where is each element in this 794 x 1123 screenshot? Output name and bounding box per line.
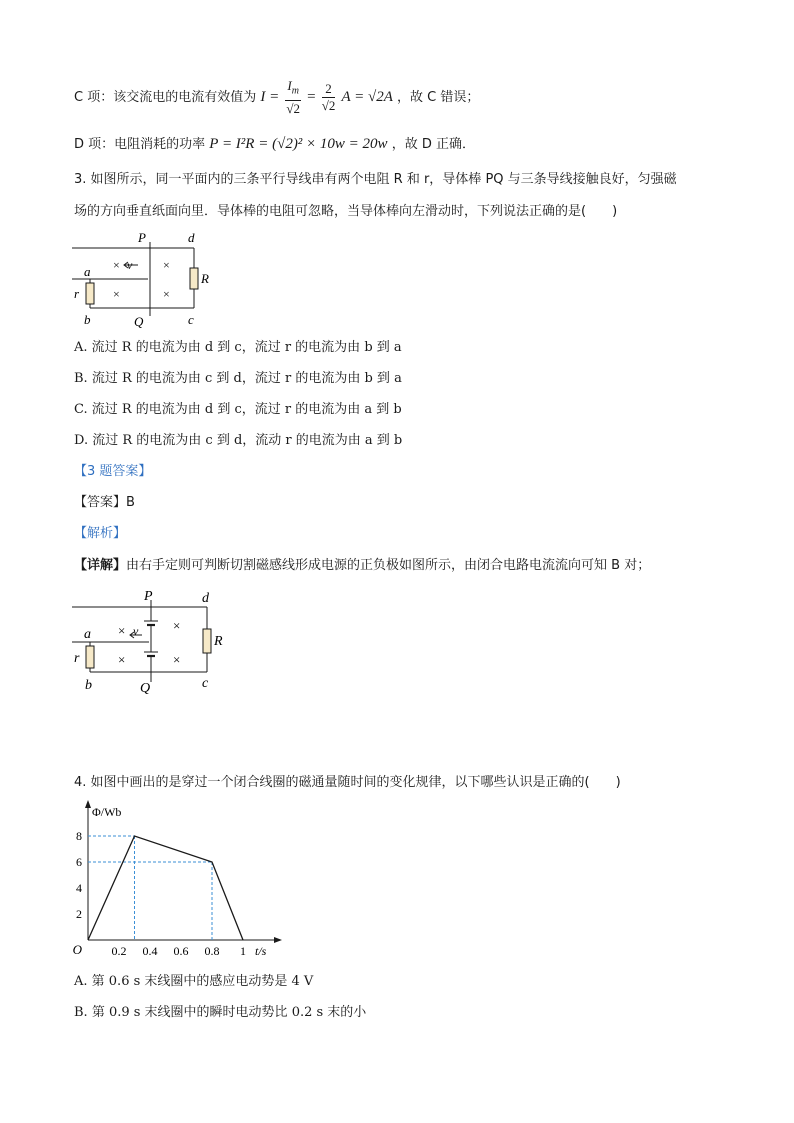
- label-R: R: [214, 634, 223, 649]
- q3-detail-line: [74, 556, 650, 576]
- x-tick-label: 0.6: [173, 944, 189, 958]
- flux-series-line: [88, 836, 243, 940]
- y-tick-label: 8: [76, 829, 82, 843]
- q3-solution-circuit-diagram: [72, 586, 232, 694]
- label-b: b: [84, 312, 91, 327]
- q3-answer: 【答案】B: [74, 495, 135, 510]
- d-option-prefix: D 项：电阻消耗的功率: [74, 137, 206, 152]
- c-formula-rhs: A = √2A: [341, 88, 393, 105]
- label-r: r: [74, 651, 80, 666]
- d-option-line: [74, 134, 475, 155]
- c-frac1-num: I: [287, 78, 292, 93]
- q3-detail-text: 由右手定则可判断切割磁感线形成电源的正负极如图所示，由闭合电路电流流向可知 B 对；: [126, 558, 651, 573]
- q3-detail-label: 【详解】: [74, 558, 127, 573]
- field-x-mark: ×: [113, 258, 120, 272]
- c-frac2: [322, 81, 336, 114]
- c-option-suffix: ，故 C 错误；: [397, 89, 480, 105]
- d-formula: P = I²R = (√2)² × 10w = 20w: [209, 136, 388, 152]
- label-Q: Q: [140, 681, 151, 694]
- flux-time-chart: [70, 800, 290, 962]
- label-r: r: [74, 286, 80, 301]
- field-x-mark: ×: [113, 287, 120, 301]
- x-tick-label: 0.4: [142, 944, 158, 958]
- q3-answer-header: 【3 题答案】: [74, 464, 152, 479]
- q4-stem: 4. 如图中画出的是穿过一个闭合线圈的磁通量随时间的变化规律，以下哪些认识是正确的( ): [74, 775, 621, 790]
- label-a: a: [84, 264, 91, 279]
- c-frac2-den: √2: [321, 97, 336, 113]
- x-tick-label: 0.8: [204, 944, 220, 958]
- y-tick-label: 2: [76, 907, 82, 921]
- label-b: b: [85, 678, 92, 693]
- q3-option-a: A. 流过 R 的电流为由 d 到 c，流过 r 的电流为由 b 到 a: [74, 340, 402, 355]
- q3-option-c: C. 流过 R 的电流为由 d 到 c，流过 r 的电流为由 a 到 b: [74, 402, 402, 417]
- field-x-mark: ×: [163, 287, 170, 301]
- resistor-R: [190, 268, 198, 289]
- field-x-mark: ×: [173, 618, 181, 633]
- field-x-mark: ×: [118, 652, 126, 667]
- c-formula-lhs: I =: [260, 88, 280, 105]
- label-P: P: [144, 589, 153, 604]
- q3-option-d: D. 流过 R 的电流为由 c 到 d，流动 r 的电流为由 a 到 b: [74, 433, 403, 448]
- x-axis-label: t/s: [255, 944, 267, 958]
- label-P: P: [138, 230, 146, 245]
- field-x-mark: ×: [173, 652, 181, 667]
- d-option-suffix: ，故 D 正确．: [391, 137, 475, 152]
- c-frac2-num: 2: [322, 81, 336, 98]
- x-tick-label: 1: [240, 944, 246, 958]
- q3-option-b: B. 流过 R 的电流为由 c 到 d，流过 r 的电流为由 b 到 a: [74, 371, 402, 386]
- label-v: v: [133, 624, 139, 638]
- y-axis-arrow: [85, 800, 91, 808]
- q3-analysis-header: 【解析】: [74, 526, 127, 541]
- field-x-mark: ×: [118, 623, 126, 638]
- c-option-line: [74, 78, 479, 117]
- field-x-mark: ×: [163, 258, 170, 272]
- label-R: R: [201, 271, 209, 286]
- resistor-R: [203, 629, 211, 653]
- label-d: d: [202, 591, 209, 606]
- resistor-r: [86, 646, 94, 668]
- label-c: c: [188, 312, 194, 327]
- x-tick-label: 0.2: [111, 944, 127, 958]
- c-option-prefix: C 项：该交流电的电流有效值为: [74, 89, 257, 105]
- origin-label: O: [72, 942, 82, 957]
- y-tick-label: 4: [76, 881, 82, 895]
- label-Q: Q: [134, 314, 144, 329]
- label-c: c: [202, 676, 209, 691]
- resistor-r: [86, 283, 94, 304]
- c-frac1-sub: m: [291, 85, 299, 97]
- c-frac1-den: √2: [286, 100, 300, 116]
- q4-option-b: B. 第 0.9 s 末线圈中的瞬时电动势比 0.2 s 末的小: [74, 1005, 367, 1020]
- label-v: v: [127, 258, 133, 272]
- y-tick-label: 6: [76, 855, 82, 869]
- label-d: d: [188, 230, 195, 245]
- label-a: a: [84, 627, 91, 642]
- q3-stem-line1: 3. 如图所示，同一平面内的三条平行导线串有两个电阻 R 和 r，导体棒 PQ 与三条导线接触良好，匀强磁: [74, 172, 677, 187]
- q3-circuit-diagram: [72, 228, 222, 330]
- q4-option-a: A. 第 0.6 s 末线圈中的感应电动势是 4 V: [74, 974, 314, 989]
- x-axis-arrow: [274, 937, 282, 943]
- y-axis-label: Φ/Wb: [92, 805, 122, 819]
- q3-stem-line2: 场的方向垂直纸面向里．导体棒的电阻可忽略，当导体棒向左滑动时，下列说法正确的是( ): [74, 204, 618, 219]
- c-formula-eq: =: [307, 88, 316, 105]
- c-frac1: [285, 78, 301, 117]
